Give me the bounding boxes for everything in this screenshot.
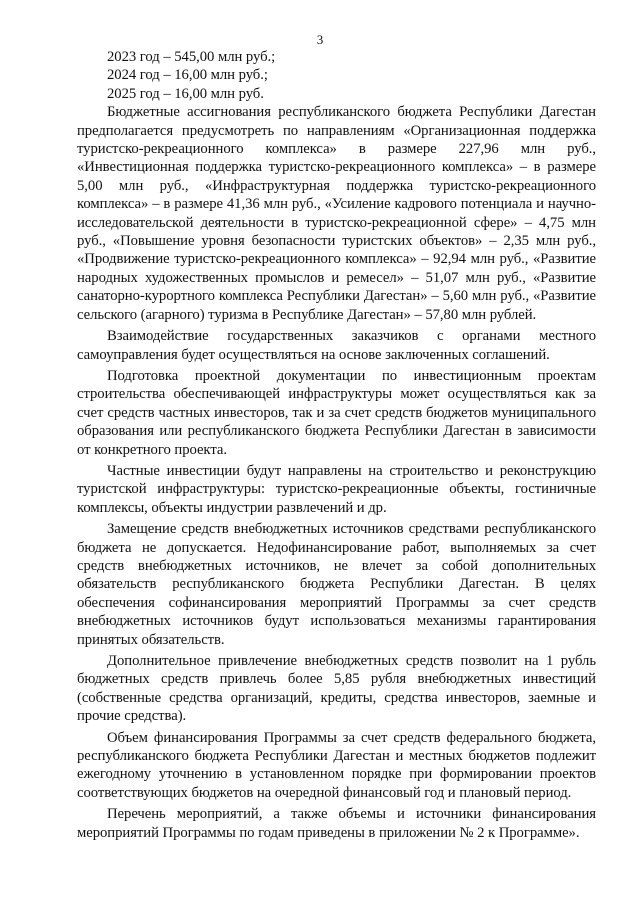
- paragraph-interaction: Взаимодействие государственных заказчиков с органами местного самоуправления будет осуществляться на основе заключенных соглашений.: [77, 328, 596, 363]
- page-number: 3: [316, 32, 324, 47]
- paragraph-financing-volume: Объем финансирования Программы за счет средств федерального бюджета, республиканского бюджета Республики Дагестан и местных бюджетов подлежит ежегодному уточнению в установленном порядке при формировании проектов соответствующих бюджетов на очередной финансовый год и плановый период.: [77, 729, 596, 801]
- funding-year-2023: 2023 год – 545,00 млн руб.;: [107, 49, 276, 65]
- paragraph-additional-funds: Дополнительное привлечение внебюджетных средств позволит на 1 рубль бюджетных средств привлечь более 5,85 рубля внебюджетных инвестиций (собственные средства организаций, кредиты, средства инвесторов, заемные и прочие средства).: [77, 653, 596, 725]
- paragraph-project-documentation: Подготовка проектной документации по инвестиционным проектам строительства обеспечивающей инфраструктуры может осуществляться как за счет средств частных инвесторов, так и за счет средств бюджетов муниципального образования или республиканского бюджета Республики Дагестан в зависимости от конкретного проекта.: [77, 367, 596, 458]
- document-body: [77, 48, 596, 842]
- funding-year-2024: 2024 год – 16,00 млн руб.;: [107, 67, 268, 84]
- paragraph-private-investment: Частные инвестиции будут направлены на строительство и реконструкцию туристской инфраструктуры: туристско-рекреационные объекты, гостиничные комплексы, объекты индустрии развлечений и др.: [77, 462, 596, 516]
- paragraph-budget-allocations: Бюджетные ассигнования республиканского бюджета Республики Дагестан предполагается предусмотреть по направлениям «Организационная поддержка туристско-рекреационного комплекса» в размере 227,96 млн руб., «Инвестиционная поддержка туристско-рекреационного комплекса» – в размере 5,00 млн руб., «Инфраструктурная поддержка туристско-рекреационного комплекса» – в размере 41,36 млн руб., «Усиление кадрового потенциала и научно-исследовательской деятельности в туристско-рекреационной сфере» – 4,75 млн руб., «Повышение уровня безопасности туристских объектов» – 2,35 млн руб., «Продвижение туристско-рекреационного комплекса» – 92,94 млн руб., «Развитие народных художественных промыслов и ремесел» – 51,07 млн руб., «Развитие санаторно-курортного комплекса Республики Дагестан» – 5,60 млн руб., «Развитие сельского (агарного) туризма в Республике Дагестан» – 57,80 млн рублей.: [77, 104, 596, 323]
- paragraph-replacement: Замещение средств внебюджетных источников средствами республиканского бюджета не допускается. Недофинансирование работ, выполняемых за счет средств внебюджетных источников, не влечет за собой дополнительных обязательств республиканского бюджета Республики Дагестан. В целях обеспечения софинансирования мероприятий Программы за счет средств внебюджетных источников будут использоваться механизмы гарантирования принятых обязательств.: [77, 521, 596, 648]
- paragraph-activities-list: Перечень мероприятий, а также объемы и источники финансирования мероприятий Программы по годам приведены в приложении № 2 к Программе».: [77, 806, 596, 841]
- funding-year-2025: 2025 год – 16,00 млн руб.: [107, 85, 264, 102]
